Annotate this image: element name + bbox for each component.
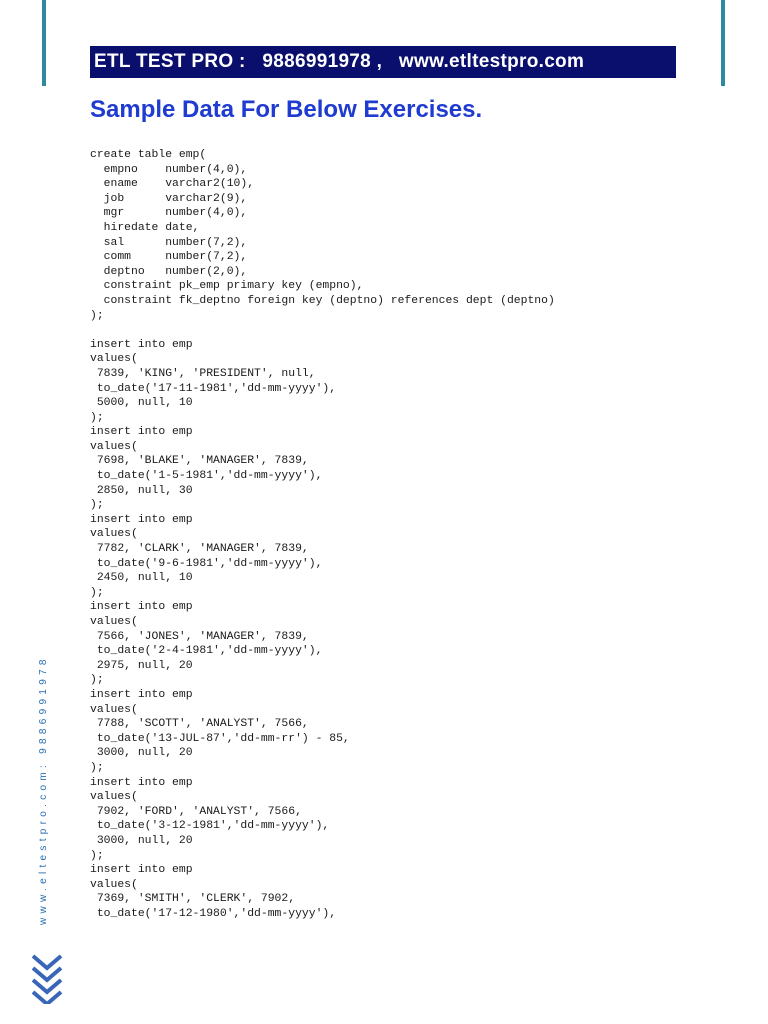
chevrons-down-icon [30, 952, 64, 1004]
sql-code-block: create table emp( empno number(4,0), ename varchar2(10), job varchar2(9), mgr number(4,0), hiredate date, sal number(7,2), comm number(7,2), deptno number(2,0), constraint pk_emp primary key (empno), constraint fk_deptno foreign key (deptno) references dept (deptno) ); insert into emp values( 7839, 'KING', 'PRESIDENT', null, to_date('17-11-1981','dd-mm-yyyy'), 5000, null, 10 ); insert into emp values( 7698, 'BLAKE', 'MANAGER', 7839, to_date('1-5-1981','dd-mm-yyyy'), 2850, null, 30 ); insert into emp values( 7782, 'CLARK', 'MANAGER', 7839, to_date('9-6-1981','dd-mm-yyyy'), 2450, null, 10 ); insert into emp values( 7566, 'JONES', 'MANAGER', 7839, to_date('2-4-1981','dd-mm-yyyy'), 2975, null, 20 ); insert into emp values( 7788, 'SCOTT', 'ANALYST', 7566, to_date('13-JUL-87','dd-mm-rr') - 85, 3000, null, 20 ); insert into emp values( 7902, 'FORD', 'ANALYST', 7566, to_date('3-12-1981','dd-mm-yyyy'), 3000, null, 20 ); insert into emp values( 7369, 'SMITH', 'CLERK', 7902, to_date('17-12-1980','dd-mm-yyyy'), [90, 149, 555, 920]
vertical-contact-text: www.eltestpro.com: 9886991978 [38, 655, 49, 925]
page-title: Sample Data For Below Exercises. [90, 96, 483, 123]
left-accent-bar [42, 0, 46, 86]
right-accent-bar [721, 0, 725, 86]
header-banner: ETL TEST PRO : 9886991978 , www.etltestpro.com [90, 46, 676, 78]
